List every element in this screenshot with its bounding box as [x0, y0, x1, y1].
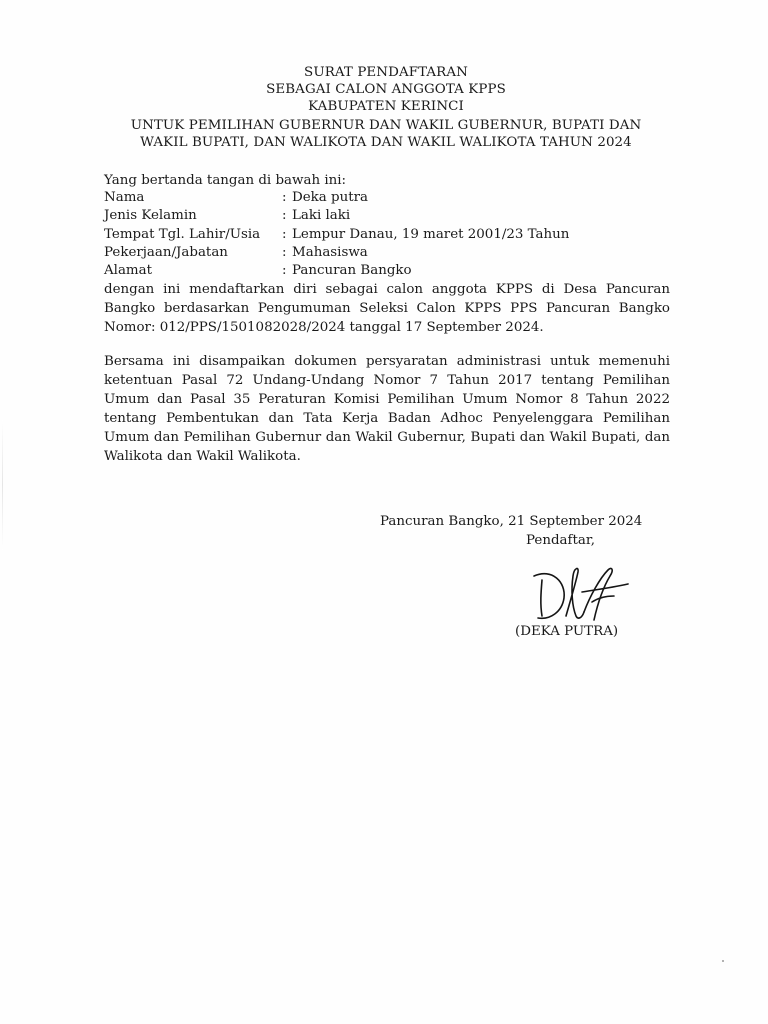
- registrant-label: Pendaftar,: [526, 533, 596, 548]
- field-value: Lempur Danau, 19 maret 2001/23 Tahun: [292, 226, 570, 242]
- field-row-address: [104, 262, 670, 280]
- field-label: Jenis Kelamin: [104, 208, 197, 224]
- field-separator: :: [282, 190, 287, 205]
- intro-text: Yang bertanda tangan di bawah ini:: [104, 173, 347, 188]
- document-election-line-1: UNTUK PEMILIHAN GUBERNUR DAN WAKIL GUBERNUR, BUPATI DAN: [130, 118, 642, 133]
- field-value: Pancuran Bangko: [292, 263, 412, 279]
- identity-fields: [104, 189, 670, 280]
- field-row-occupation: [104, 244, 670, 262]
- field-value: Laki laki: [292, 208, 351, 224]
- field-label: Pekerjaan/Jabatan: [104, 244, 228, 260]
- signature-icon: [520, 562, 640, 628]
- scan-edge-artifact: [2, 420, 3, 550]
- field-value: Deka putra: [292, 190, 368, 205]
- field-separator: :: [282, 244, 287, 260]
- documents-paragraph: Bersama ini disampaikan dokumen persyaratan administrasi untuk memenuhi ketentuan Pasal 72 Undang-Undang Nomor 7 Tahun 2017 tentang Pemilihan Umum dan Pasal 35 Peraturan Komisi Pemilihan Umum Nomor 8 Tahun 2022 tentang Pembentukan dan Tata Kerja Badan Adhoc Penyelenggara Pemilihan Umum dan Pemilihan Gubernur dan Wakil Gubernur, Bupati dan Wakil Bupati, dan Walikota dan Wakil Walikota.: [104, 354, 670, 464]
- document-election-line-2: WAKIL BUPATI, DAN WALIKOTA DAN WAKIL WALIKOTA TAHUN 2024: [140, 135, 632, 150]
- document-regency: KABUPATEN KERINCI: [308, 99, 464, 114]
- registration-paragraph: dengan ini mendaftarkan diri sebagai calon anggota KPPS di Desa Pancuran Bangko berdasarkan Pengumuman Seleksi Calon KPPS PPS Pancuran Bangko Nomor: 012/PPS/1501082028/2024 tanggal 17 September 2024.: [104, 282, 670, 335]
- field-label: Nama: [104, 190, 145, 205]
- field-row-birth: [104, 226, 670, 244]
- field-label: Alamat: [104, 263, 152, 279]
- field-separator: :: [282, 263, 287, 279]
- field-value: Mahasiswa: [292, 244, 368, 260]
- signer-name: (DEKA PUTRA): [515, 624, 619, 639]
- scan-dot-artifact: [722, 960, 724, 962]
- field-label: Tempat Tgl. Lahir/Usia: [104, 226, 261, 242]
- field-row-gender: [104, 207, 670, 225]
- place-date: Pancuran Bangko, 21 September 2024: [380, 514, 643, 529]
- field-row-name: [104, 189, 670, 207]
- document-title: SURAT PENDAFTARAN: [304, 65, 468, 80]
- document-subtitle: SEBAGAI CALON ANGGOTA KPPS: [266, 82, 506, 97]
- field-separator: :: [282, 226, 287, 242]
- field-separator: :: [282, 208, 287, 224]
